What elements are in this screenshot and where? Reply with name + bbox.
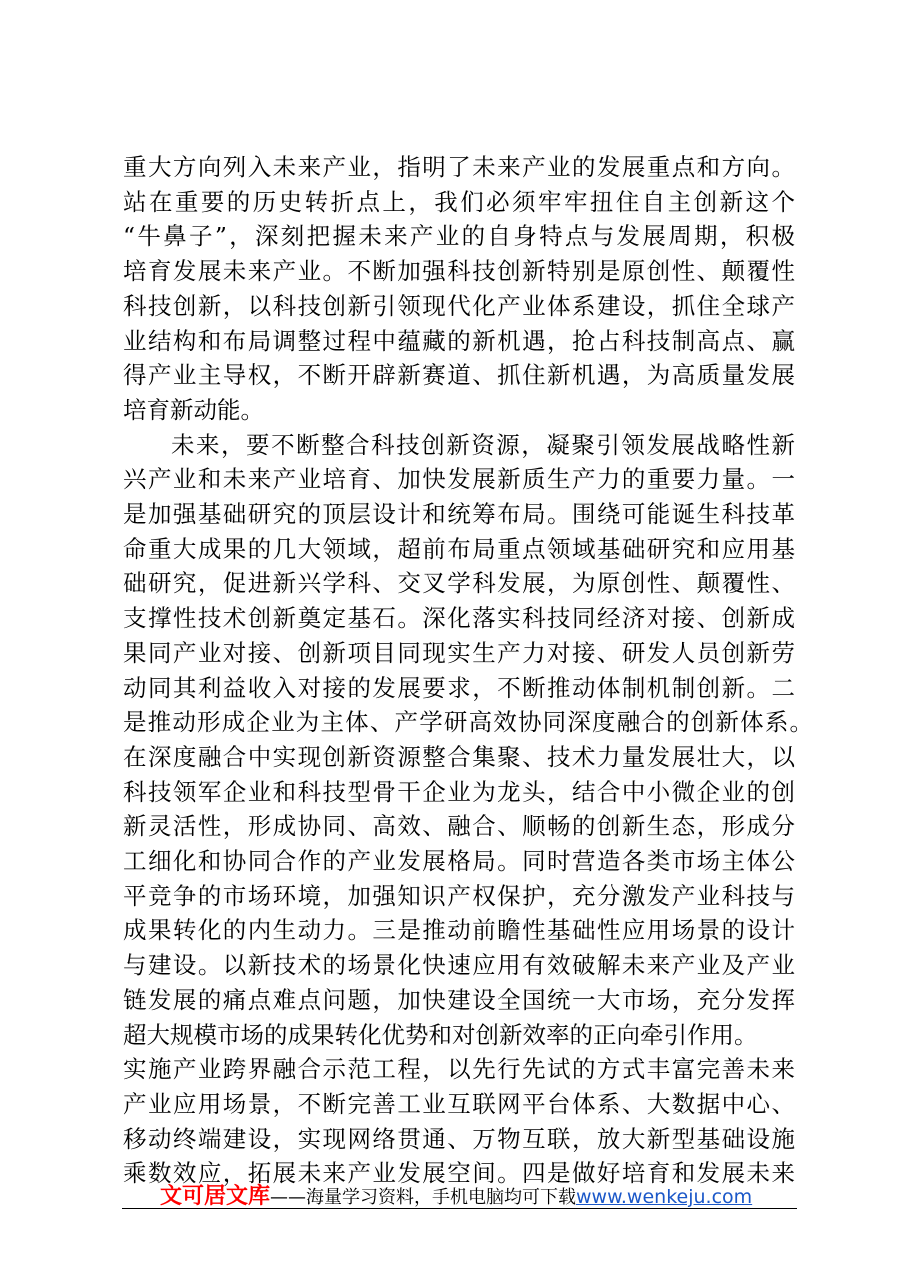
body-line: 重大方向列入未来产业，指明了未来产业的发展重点和方向。 — [123, 153, 795, 181]
body-line: 得产业主导权，不断开辟新赛道、抓住新机遇，为高质量发展 — [123, 361, 795, 390]
body-line: 培育新动能。 — [123, 395, 264, 424]
body-line: 果同产业对接、创新项目同现实生产力对接、研发人员创新劳 — [123, 638, 795, 667]
body-line: 未来，要不断整合科技创新资源，凝聚引领发展战略性新 — [171, 430, 795, 459]
body-line: 支撑性技术创新奠定基石。深化落实科技同经济对接、创新成 — [123, 604, 795, 633]
footer-tagline: ——海量学习资料，手机电脑均可下载 — [270, 1187, 577, 1208]
footer-brand: 文可居文库 — [160, 1184, 271, 1209]
body-line: 实施产业跨界融合示范工程，以先行先试的方式丰富完善未来 — [123, 1055, 795, 1084]
footer-link[interactable]: www.wenkeju.com — [576, 1186, 753, 1208]
body-line: 科技创新，以科技创新引领现代化产业体系建设，抓住全球产 — [123, 291, 795, 320]
body-line: 培育发展未来产业。不断加强科技创新特别是原创性、颠覆性 — [123, 257, 795, 286]
body-line: 工细化和协同合作的产业发展格局。同时营造各类市场主体公 — [123, 847, 795, 875]
body-line: 兴产业和未来产业培育、加快发展新质生产力的重要力量。一 — [123, 465, 795, 494]
body-line: 是推动形成企业为主体、产学研高效协同深度融合的创新体系。 — [123, 708, 813, 737]
body-line: 与建设。以新技术的场景化快速应用有效破解未来产业及产业 — [123, 951, 795, 980]
body-line: 在深度融合中实现创新资源整合集聚、技术力量发展壮大，以 — [123, 742, 795, 771]
body-line: 科技领军企业和科技型骨干企业为龙头，结合中小微企业的创 — [123, 777, 795, 806]
body-line: 是加强基础研究的顶层设计和统筹布局。围绕可能诞生科技革 — [123, 500, 795, 528]
body-line: 超大规模市场的成果转化优势和对创新效率的正向牵引作用。 — [123, 1020, 758, 1049]
body-line: 成果转化的内生动力。三是推动前瞻性基础性应用场景的设计 — [123, 916, 795, 945]
footer-divider — [122, 1208, 797, 1209]
body-line: 平竞争的市场环境，加强知识产权保护，充分激发产业科技与 — [123, 881, 795, 910]
body-line: 移动终端建设，实现网络贯通、万物互联，放大新型基础设施 — [123, 1124, 795, 1153]
body-line: 命重大成果的几大领域，超前布局重点领域基础研究和应用基 — [123, 534, 795, 563]
body-line: 乘数效应，拓展未来产业发展空间。四是做好培育和发展未来 — [123, 1159, 795, 1188]
body-line: 产业应用场景，不断完善工业互联网平台体系、大数据中心、 — [123, 1089, 795, 1118]
body-line: 链发展的痛点难点问题，加快建设全国统一大市场，充分发挥 — [123, 985, 795, 1014]
body-line: 新灵活性，形成协同、高效、融合、顺畅的创新生态，形成分 — [123, 812, 795, 841]
body-line: 础研究，促进新兴学科、交叉学科发展，为原创性、颠覆性、 — [123, 569, 795, 598]
body-line: 动同其利益收入对接的发展要求，不断推动体制机制创新。二 — [123, 673, 795, 702]
body-line: 业结构和布局调整过程中蕴藏的新机遇，抢占科技制高点、赢 — [123, 326, 795, 355]
body-line: “牛鼻子”，深刻把握未来产业的自身特点与发展周期，积极 — [123, 222, 795, 251]
body-line: 站在重要的历史转折点上，我们必须牢牢扭住自主创新这个 — [123, 187, 795, 216]
